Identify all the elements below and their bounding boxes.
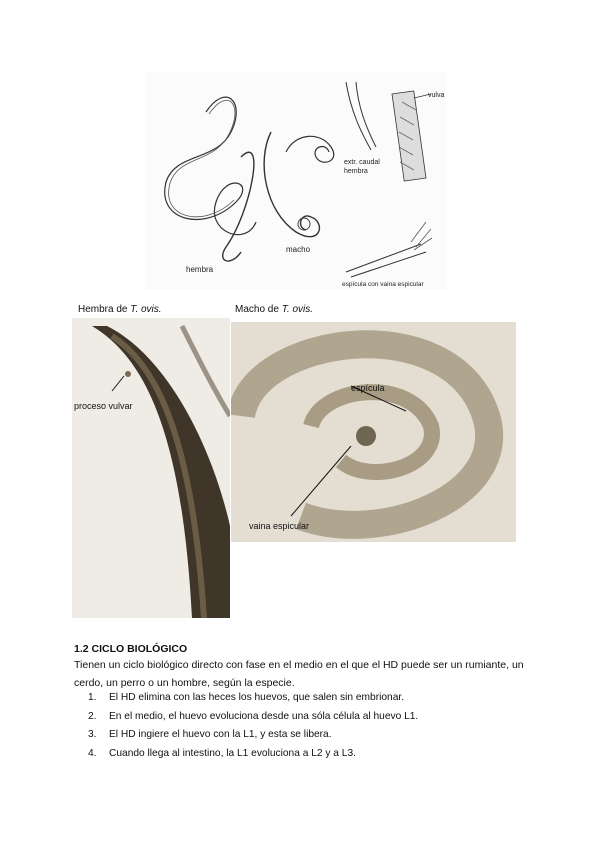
list-item: 3. El HD ingiere el huevo con la L1, y esta se libera. [88,729,332,740]
male-photo [231,296,516,542]
male-annotation-sheath: vaina espicular [249,521,310,531]
male-title: Macho de T. ovis. [235,304,314,315]
female-micrograph [72,296,230,618]
list-item: 2. En el medio, el huevo evoluciona desde una sóla célula al huevo L1. [88,710,419,722]
section-heading: 1.2 CICLO BIOLÓGICO [74,643,188,655]
list-item: 4. Cuando llega al intestino, la L1 evoluciona a L2 y a L3. [88,747,356,759]
male-annotation-spicule: espícula [351,383,385,393]
label-vulva: vulva [428,92,445,99]
worm-drawing [146,72,446,290]
female-annotation: proceso vulvar [74,401,133,411]
female-photo [72,296,230,618]
label-macho: macho [286,245,311,254]
label-hembra: hembra [186,265,214,274]
label-espicula: espícula con vaina espicular [342,281,424,288]
section-intro: Tienen un ciclo biológico directo con fase en el medio en el que el HD puede ser un rumiante, un cerdo, un perro o un hombre, según la especie. [74,659,524,689]
label-extr-caudal: extr. caudal [344,159,380,166]
male-micrograph [231,296,516,542]
label-extr-caudal-hembra: hembra [344,168,368,175]
list-item: 1. El HD elimina con las heces los huevos, que salen sin embrionar. [88,692,405,703]
female-title: Hembra de T. ovis. [78,304,162,315]
worm-drawing-figure [146,72,446,290]
lifecycle-steps [74,689,534,763]
